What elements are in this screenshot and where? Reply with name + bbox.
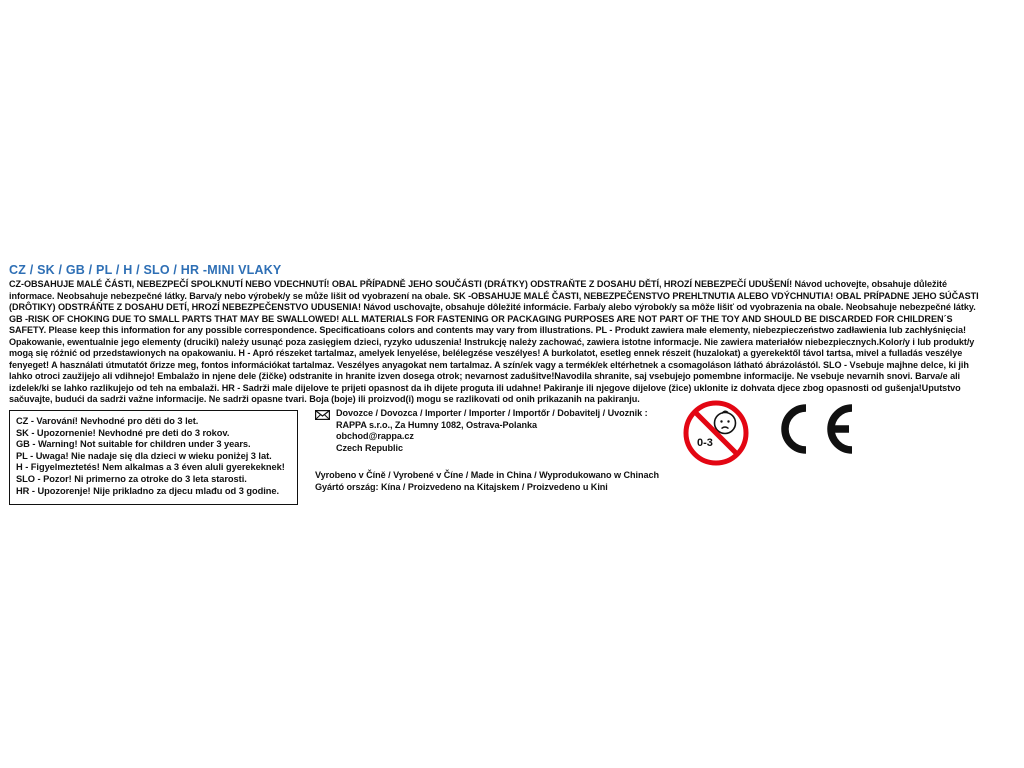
label-bottom-section bbox=[9, 400, 1013, 510]
label-text-block bbox=[9, 262, 1013, 406]
warning-line: informace. Neobsahuje nebezpečné látky. Barva/y nebo výrobek/y se může lišit od vyobrazení na obale. SK -OBSAHUJE MALÉ ČASTI, NEBEZPEČENSTVO PREHLTNUTIA ALEBO VDÝCHNUTIA! OBAL PRÍPADNE JEHO SÚČASTI bbox=[9, 290, 979, 301]
origin-line: Gyártó ország: Kína / Proizvedeno na Kitajskem / Proizvedeno u Kini bbox=[315, 481, 608, 492]
warning-line: Opakowanie, ewentualnie jego elementy (druciki) należy usunąć poza zasięgiem dzieci, ryzyko uduszenia! Instrukcję należy zachować, zawiera istotne informacje. Nie zawiera materiałów niebezpiecznych.Kolor/y i lub produkt/y bbox=[9, 336, 975, 347]
age-warning-line: GB - Warning! Not suitable for children under 3 years. bbox=[16, 439, 251, 450]
warning-line: (DRÔTIKY) ODSTRÁŇTE Z DOSAHU DETÍ, HROZÍ NEBEZPEČENSTVO UDUSENIA! Návod uschovajte, obsahuje dôležité informácie. Farba/y alebo výrobok/y sa môže lišiť od vyobrazenia na obale. Neobsahuje nebezpečné látky. bbox=[9, 302, 976, 313]
label-heading: CZ / SK / GB / PL / H / SLO / HR -MINI VLAKY bbox=[9, 263, 282, 277]
not-for-under-3-icon bbox=[678, 400, 755, 466]
importer-email: obchod@rappa.cz bbox=[336, 431, 414, 442]
age-icon-label: 0-3 bbox=[697, 437, 713, 449]
warning-line: SAFETY. Please keep this information for any possible correspondence. Specificatioans colors and contents may vary from illustrations. PL - Produkt zawiera małe elementy, niebezpieczeństwo zadławienia lub zachłyśnięcia! bbox=[9, 325, 966, 336]
warning-line: fenyeget! A használati útmutatót őrizze meg, fontos információkat tartalmaz. Veszélyes anyagokat nem tartalmaz. A szín/ek vagy a termék/ek eltérhetnek a csomagoláson látható ábrázolástól. SLO - Vsebuje majhne delce, ki jih bbox=[9, 359, 969, 370]
age-warning-line: H - Figyelmeztetés! Nem alkalmas a 3 éven aluli gyerekeknek! bbox=[16, 462, 285, 473]
age-warning-line: PL - Uwaga! Nie nadaje się dla dzieci w wieku poniżej 3 lat. bbox=[16, 450, 272, 461]
importer-country: Czech Republic bbox=[336, 442, 404, 453]
warning-line: sačuvajte, budući da sadrži važne informacije. Ne sadrži opasne tvari. Boja (boje) ili proizvod(i) mogu se razlikovati od onih prikazanih na pakiranju. bbox=[9, 394, 640, 405]
age-warning-line: HR - Upozorenje! Nije prikladno za djecu mlađu od 3 godine. bbox=[16, 485, 280, 496]
origin-line: Vyrobeno v Číně / Vyrobené v Číne / Made in China / Wyprodukowano w Chinach bbox=[315, 470, 660, 480]
warning-line: lahko otroci zaužijejo ali vdihnejo! Embalažo in njene dele (žičke) odstranite in hranite izven dosega otrok; nevarnost zadušitve!Navodila shranite, saj vsebujejo pomembne informacije. Ne vsebuje nevarnih snovi. Barva/e ali bbox=[9, 371, 961, 382]
warning-line: mogą się różnić od przedstawionych na opakowaniu. H - Apró részeket tartalmaz, amelyek lenyelése, belélegzése veszélyes! A burkolatot, esetleg ennek részeit (huzalokat) a gyerekektől távol tartsa, mivel a fulladás veszélye bbox=[9, 348, 963, 359]
age-warning-line: CZ - Varování! Nevhodné pro děti do 3 let. bbox=[16, 416, 199, 426]
warning-line: CZ-OBSAHUJE MALÉ ČÁSTI, NEBEZPEČÍ SPOLKNUTÍ NEBO VDECHNUTÍ! OBAL PŘÍPADNĚ JEHO SOUČÁSTI (DRÁTKY) ODSTRAŇTE Z DOSAHU DĚTÍ, HROZÍ NEBEZPEČÍ UDUŠENÍ! Návod uchovejte, obsahuje důležité bbox=[9, 279, 947, 289]
ce-mark bbox=[768, 400, 858, 458]
age-warning-box bbox=[9, 410, 298, 505]
envelope-icon bbox=[315, 410, 330, 420]
importer-title: Dovozce / Dovozca / Importer / Importer / Importőr / Dobavitelj / Uvoznik : bbox=[336, 408, 648, 418]
warning-line: GB -RISK OF CHOKING DUE TO SMALL PARTS THAT MAY BE SWALLOWED! ALL MATERIALS FOR FASTENING OR PACKAGING PURPOSES ARE NOT PART OF THE TOY AND SHOULD BE DISCARDED FOR CHILDREN´S bbox=[9, 313, 953, 324]
age-warning-line: SLO - Pozor! Ni primerno za otroke do 3 leta starosti. bbox=[16, 473, 247, 484]
age-warning-line: SK - Upozornenie! Nevhodné pre deti do 3 rokov. bbox=[16, 427, 230, 438]
multilingual-warning-paragraph bbox=[9, 279, 1013, 406]
country-of-origin bbox=[315, 470, 659, 494]
warning-line: izdelek/ki se lahko razlikujejo od teh na embalaži. HR - Sadrži male dijelove te prijeti opasnost da ih dijete proguta ili udahne! Pakiranje ili njegove dijelove (žice) uklonite iz dohvata djece zbog opasnosti od gušenja!Uputstvo bbox=[9, 382, 961, 393]
importer-company: RAPPA s.r.o., Za Humny 1082, Ostrava-Polanka bbox=[336, 419, 537, 430]
